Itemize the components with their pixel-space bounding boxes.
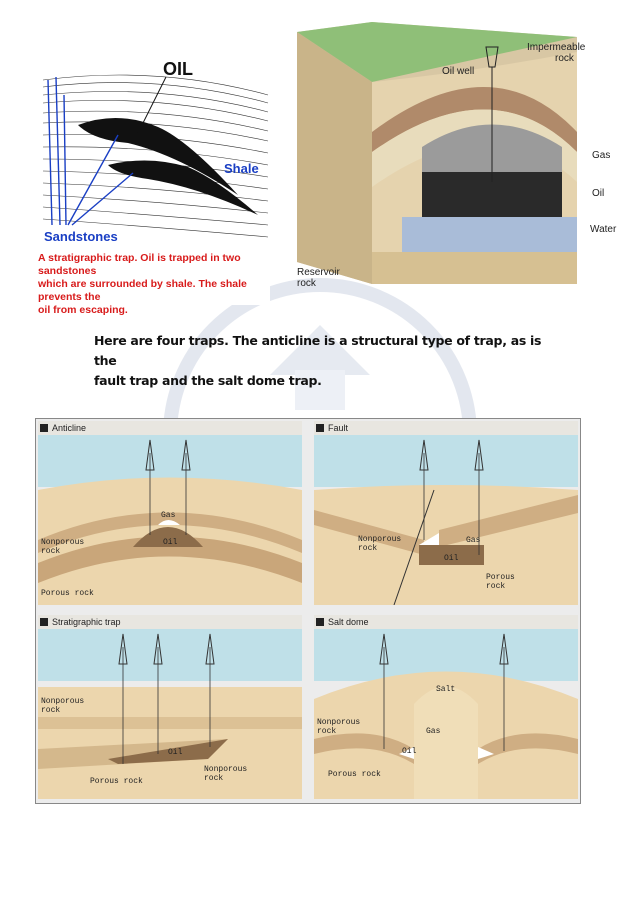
stratigraphic-panel [38,615,302,799]
oil-label: Oil [163,538,178,547]
oil-label: Oil [444,554,459,563]
label-line: rock [358,544,378,553]
label-line: rock [204,774,224,783]
label-line: Porous [486,573,515,582]
panel-marker-icon [40,424,48,432]
anticline-panel [38,421,302,605]
label-line: rock [41,547,61,556]
label-line: Nonporous [41,538,85,547]
panel-title [314,615,578,629]
panel-title-text: Fault [328,423,349,433]
sandstones-label: Sandstones [44,229,118,244]
panel-title [314,421,578,435]
four-traps-figure [35,418,581,804]
caption-line: oil from escaping. [38,304,128,316]
impermeable-rock-label [527,42,585,64]
caption-line: A stratigraphic trap. Oil is trapped in two sandstones [38,252,241,277]
oil-well-label: Oil well [442,66,475,77]
label-line: Nonporous [317,718,361,727]
label-line: rock [555,53,574,64]
nonporous-label-2 [204,765,247,783]
oil-label: Oil [168,748,183,757]
label-line: rock [297,278,316,289]
nonporous-label [41,538,84,556]
fault-drawing [314,435,578,605]
nonporous-label [41,697,84,715]
label-line: Reservoir [297,267,340,278]
label-line: Nonporous [358,535,402,544]
porous-rock-label: Porous rock [41,589,94,598]
paragraph-line: fault trap and the salt dome trap. [94,373,322,388]
nonporous-label [317,718,360,736]
panel-title [38,615,302,629]
shale-label: Shale [224,161,259,176]
shale-sandstone-drawing [38,55,270,250]
salt-label: Salt [436,685,456,694]
body-paragraph [94,331,554,391]
figure1-caption [38,252,270,317]
panel-marker-icon [316,618,324,626]
label-line: Nonporous [41,697,85,706]
gas-label: Gas [161,511,176,520]
panel-title-text: Anticline [52,423,87,433]
panel-marker-icon [40,618,48,626]
porous-rock-label: Porous rock [328,770,381,779]
fault-panel [314,421,578,605]
label-line: Impermeable [527,42,586,53]
oil-label: OIL [163,59,193,79]
porous-rock-label [486,573,515,591]
label-line: rock [41,706,61,715]
label-line: Nonporous [204,765,248,774]
panel-title-text: Salt dome [328,617,369,627]
panel-title-text: Stratigraphic trap [52,617,121,627]
label-line: rock [317,727,337,736]
panel-marker-icon [316,424,324,432]
anticline-drawing [38,435,302,605]
gas-label: Gas [466,536,481,545]
oil-label: Oil [402,747,417,756]
oil-label: Oil [592,188,605,199]
stratigraphic-trap-sketch [38,55,270,316]
gas-label: Gas [426,727,441,736]
salt-dome-panel [314,615,578,799]
anticline-block-diagram [292,22,617,297]
gas-label: Gas [592,150,611,161]
porous-rock-label: Porous rock [90,777,143,786]
caption-line: which are surrounded by shale. The shale prevents the [38,278,247,303]
reservoir-rock-label [297,267,340,289]
water-label: Water [590,224,617,235]
paragraph-line: Here are four traps. The anticline is a structural type of trap, as is the [94,333,542,368]
label-line: rock [486,582,506,591]
panel-title [38,421,302,435]
nonporous-label [358,535,401,553]
